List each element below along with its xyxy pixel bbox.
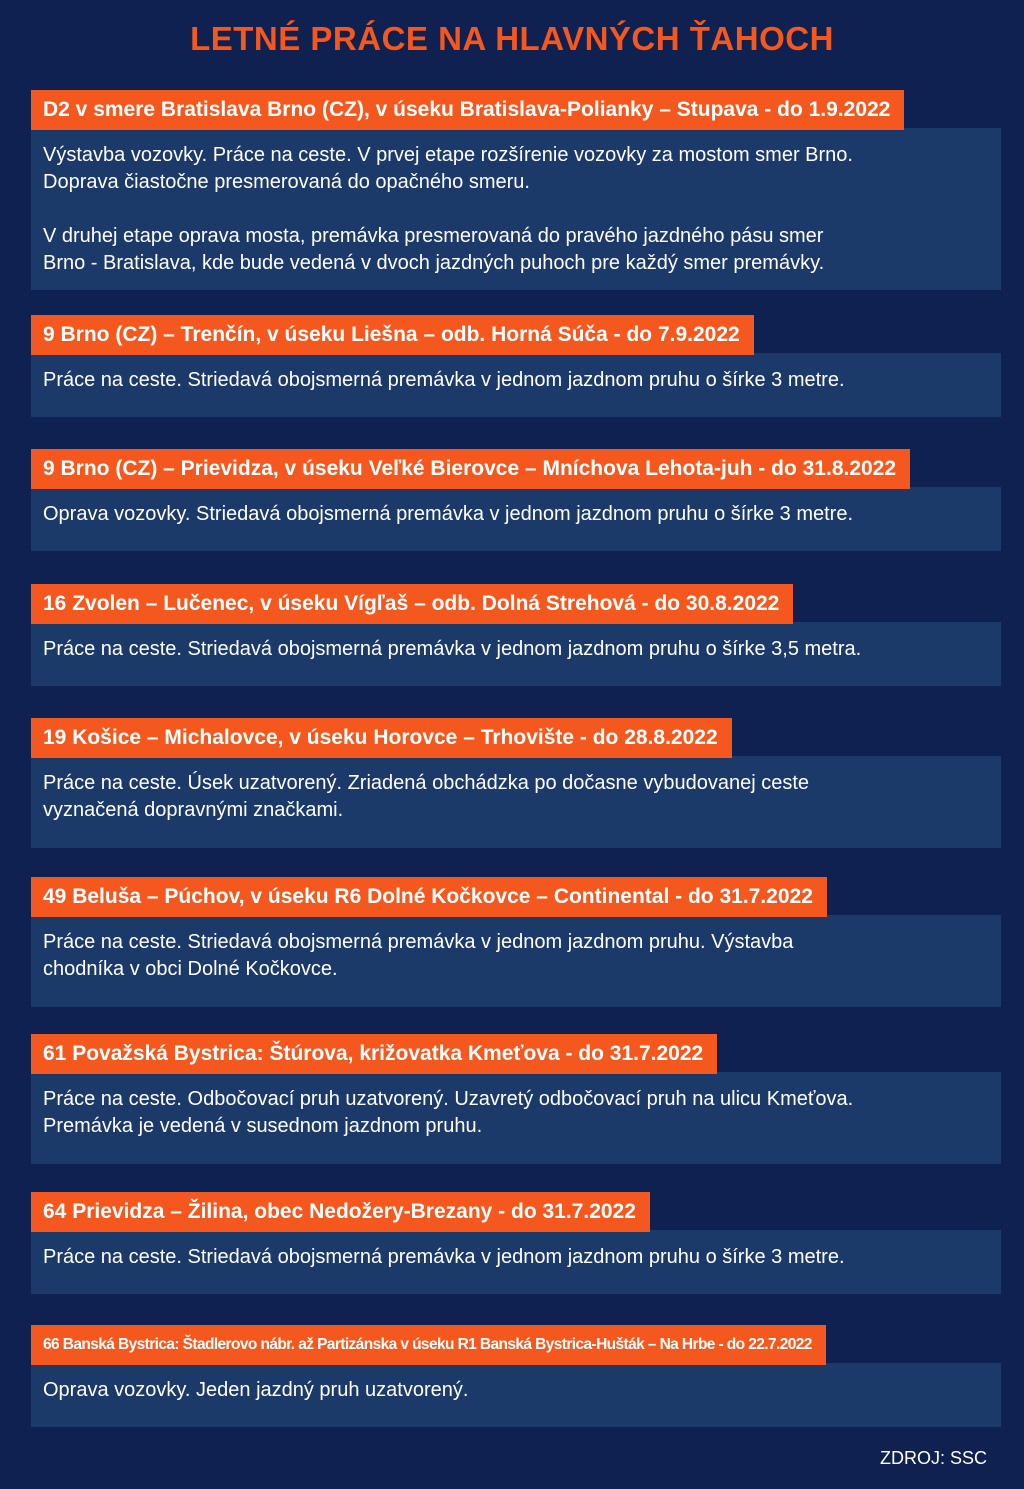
roadwork-heading: 19 Košice – Michalovce, v úseku Horovce – Trhovište - do 28.8.2022 [31, 718, 732, 758]
roadwork-description: Oprava vozovky. Jeden jazdný pruh uzatvorený. [31, 1363, 1001, 1427]
roadwork-heading: 49 Beluša – Púchov, v úseku R6 Dolné Kočkovce – Continental - do 31.7.2022 [31, 877, 827, 917]
roadwork-item-d2 [31, 90, 1001, 290]
roadwork-item-16 [31, 584, 1001, 686]
roadwork-item-49 [31, 877, 1001, 1007]
roadwork-heading: 64 Prievidza – Žilina, obec Nedožery-Brezany - do 31.7.2022 [31, 1192, 650, 1232]
roadwork-heading: D2 v smere Bratislava Brno (CZ), v úseku Bratislava-Polianky – Stupava - do 1.9.2022 [31, 90, 904, 130]
roadwork-heading: 9 Brno (CZ) – Prievidza, v úseku Veľké Bierovce – Mníchova Lehota-juh - do 31.8.2022 [31, 449, 910, 489]
roadwork-heading: 16 Zvolen – Lučenec, v úseku Vígľaš – odb. Dolná Strehová - do 30.8.2022 [31, 584, 793, 624]
roadwork-item-64 [31, 1192, 1001, 1294]
roadwork-description: Práce na ceste. Striedavá obojsmerná premávka v jednom jazdnom pruhu o šírke 3 metre. [31, 353, 1001, 417]
roadwork-item-9-prievidza [31, 449, 1001, 551]
roadwork-description: Práce na ceste. Striedavá obojsmerná premávka v jednom jazdnom pruhu o šírke 3 metre. [31, 1230, 1001, 1294]
roadwork-description: Práce na ceste. Úsek uzatvorený. Zriadená obchádzka po dočasne vybudovanej ceste vyznačená dopravnými značkami. [31, 756, 1001, 848]
roadwork-item-19 [31, 718, 1001, 848]
page-title: LETNÉ PRÁCE NA HLAVNÝCH ŤAHOCH [190, 20, 834, 57]
roadwork-description: Práce na ceste. Odbočovací pruh uzatvorený. Uzavretý odbočovací pruh na ulicu Kmeťova. Premávka je vedená v susednom jazdnom pruhu. [31, 1072, 1001, 1164]
roadwork-item-66 [31, 1325, 1001, 1427]
roadwork-description: Výstavba vozovky. Práce na ceste. V prvej etape rozšírenie vozovky za mostom smer Brno. Doprava čiastočne presmerovaná do opačného smeru. V druhej etape oprava mosta, premávka presmerovaná do pravého jazdného pásu smer Brno - Bratislava, kde bude vedená v dvoch jazdných puhoch pre každý smer premávky. [31, 128, 1001, 290]
roadwork-description: Oprava vozovky. Striedavá obojsmerná premávka v jednom jazdnom pruhu o šírke 3 metre. [31, 487, 1001, 551]
roadwork-description: Práce na ceste. Striedavá obojsmerná premávka v jednom jazdnom pruhu. Výstavba chodníka v obci Dolné Kočkovce. [31, 915, 1001, 1007]
roadwork-heading: 66 Banská Bystrica: Štadlerovo nábr. až Partizánska v úseku R1 Banská Bystrica-Hušták – Na Hrbe - do 22.7.2022 [31, 1325, 826, 1365]
roadwork-heading: 9 Brno (CZ) – Trenčín, v úseku Liešna – odb. Horná Súča - do 7.9.2022 [31, 315, 754, 355]
roadwork-heading: 61 Považská Bystrica: Štúrova, križovatka Kmeťova - do 31.7.2022 [31, 1034, 717, 1074]
roadwork-item-9-trencin [31, 315, 1001, 417]
roadwork-item-61 [31, 1034, 1001, 1164]
roadwork-description: Práce na ceste. Striedavá obojsmerná premávka v jednom jazdnom pruhu o šírke 3,5 metra. [31, 622, 1001, 686]
source-credit: ZDROJ: SSC [879, 1448, 987, 1468]
